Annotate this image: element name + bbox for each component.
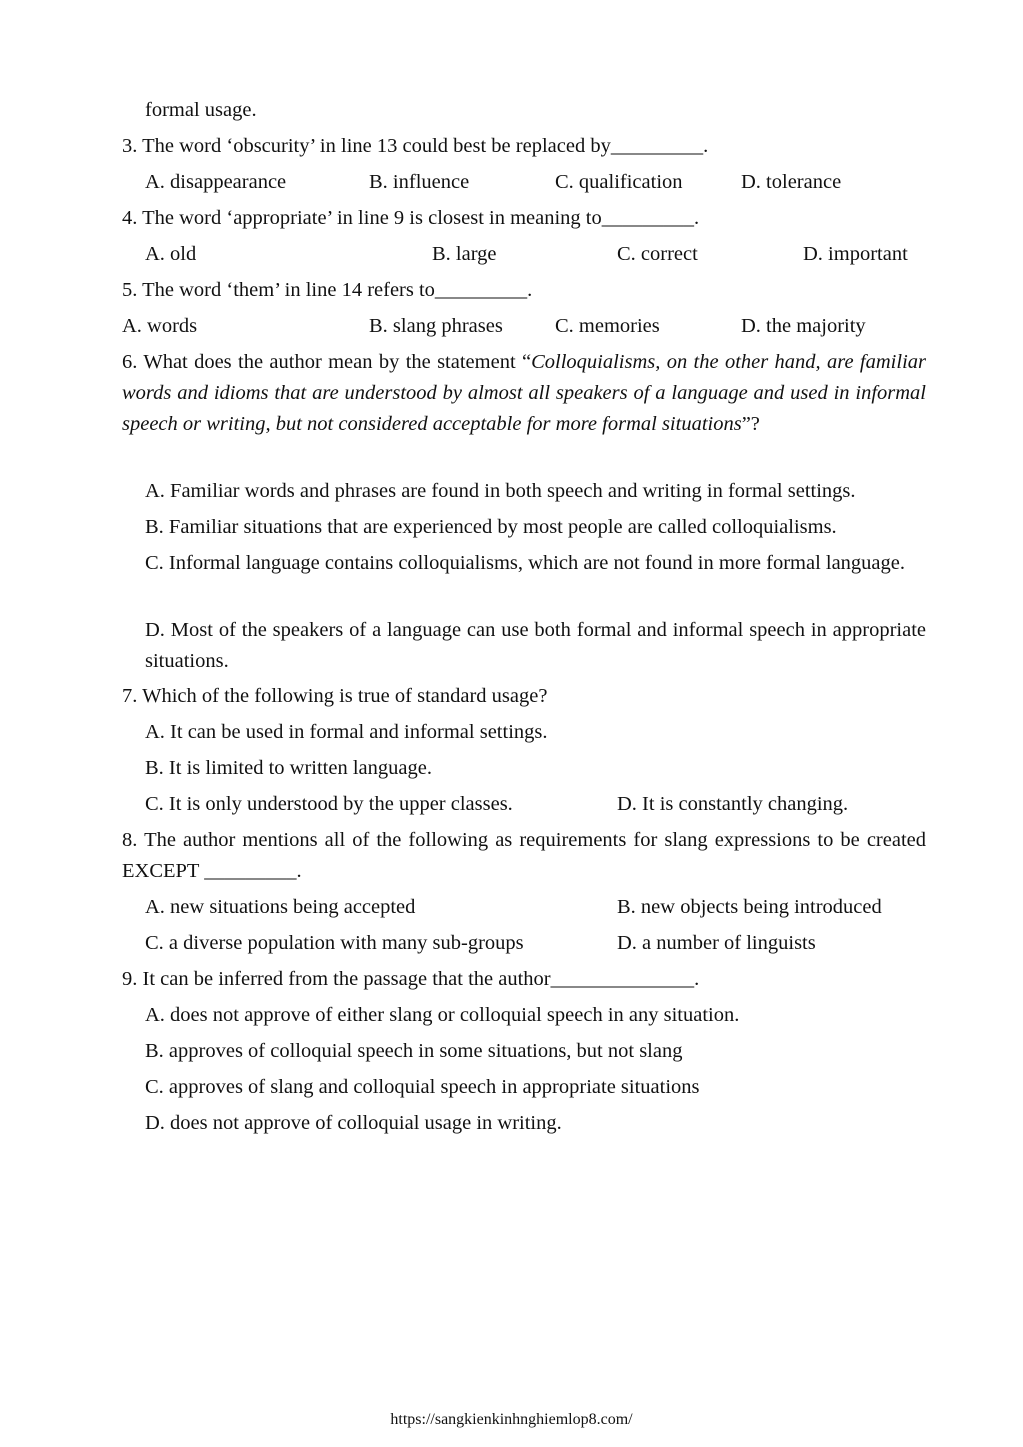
question-7-option-b: B. It is limited to written language.: [145, 757, 432, 779]
question-8-option-d: D. a number of linguists: [617, 932, 816, 954]
question-5-option-b: B. slang phrases: [369, 315, 503, 337]
question-3-option-d: D. tolerance: [741, 171, 842, 193]
question-9-option-b: B. approves of colloquial speech in some situations, but not slang: [145, 1040, 683, 1062]
question-5-option-d: D. the majority: [741, 315, 866, 337]
question-6-option-d: D. Most of the speakers of a language can use both formal and informal speech in appropriate situations.: [145, 619, 926, 672]
question-9-option-a: A. does not approve of either slang or colloquial speech in any situation.: [145, 1004, 740, 1026]
question-9-stem: 9. It can be inferred from the passage that the author______________.: [122, 968, 700, 990]
question-4-option-b: B. large: [432, 243, 497, 265]
question-4-option-d: D. important: [803, 243, 908, 265]
question-6-option-a: A. Familiar words and phrases are found in both speech and writing in formal settings.: [145, 480, 856, 502]
continuation-text: formal usage.: [145, 99, 257, 121]
question-3-option-c: C. qualification: [555, 171, 683, 193]
question-5-option-c: C. memories: [555, 315, 660, 337]
question-6-stem: [122, 347, 926, 440]
question-4-option-a: A. old: [145, 243, 197, 265]
question-5-option-a: A. words: [122, 315, 198, 337]
question-9-option-d: D. does not approve of colloquial usage in writing.: [145, 1112, 562, 1134]
question-7-options-cd: [145, 789, 926, 820]
question-6-option-b: B. Familiar situations that are experienced by most people are called colloquialisms.: [145, 516, 837, 538]
question-7-option-c: C. It is only understood by the upper classes.: [145, 793, 513, 815]
question-8-option-b: B. new objects being introduced: [617, 896, 882, 918]
question-8-option-c: C. a diverse population with many sub-groups: [145, 932, 524, 954]
question-3-option-a: A. disappearance: [145, 171, 287, 193]
question-9-option-c: C. approves of slang and colloquial speech in appropriate situations: [145, 1076, 700, 1098]
question-6-stem-prefix: 6. What does the author mean by the statement “: [122, 351, 532, 373]
question-8-options-ab: [145, 892, 926, 923]
question-7-option-a: A. It can be used in formal and informal settings.: [145, 721, 548, 743]
question-8-option-a: A. new situations being accepted: [145, 896, 416, 918]
question-4-option-c: C. correct: [617, 243, 698, 265]
question-6-stem-suffix: ”?: [741, 413, 760, 435]
question-5-stem: 5. The word ‘them’ in line 14 refers to_________.: [122, 279, 533, 301]
question-3-option-b: B. influence: [369, 171, 470, 193]
question-4-options: [145, 239, 926, 270]
question-6-quote: Colloquialisms, on the other hand, are familiar words and idioms that are understood by almost all speakers of a language and used in informal speech or writing, but not considered acceptable for more formal situations: [122, 351, 926, 435]
question-6-option-c: C. Informal language contains colloquialisms, which are not found in more formal language.: [145, 552, 906, 574]
question-7-stem: 7. Which of the following is true of standard usage?: [122, 685, 548, 707]
footer-url[interactable]: https://sangkienkinhnghiemlop8.com/: [390, 1411, 633, 1428]
question-8-stem: 8. The author mentions all of the following as requirements for slang expressions to be created EXCEPT _________.: [122, 829, 926, 882]
question-3-options: [145, 167, 926, 198]
question-3-stem: 3. The word ‘obscurity’ in line 13 could best be replaced by_________.: [122, 135, 709, 157]
question-8-options-cd: [145, 928, 926, 959]
question-7-option-d: D. It is constantly changing.: [617, 793, 849, 815]
question-5-options: [122, 311, 926, 342]
question-4-stem: 4. The word ‘appropriate’ in line 9 is closest in meaning to_________.: [122, 207, 700, 229]
